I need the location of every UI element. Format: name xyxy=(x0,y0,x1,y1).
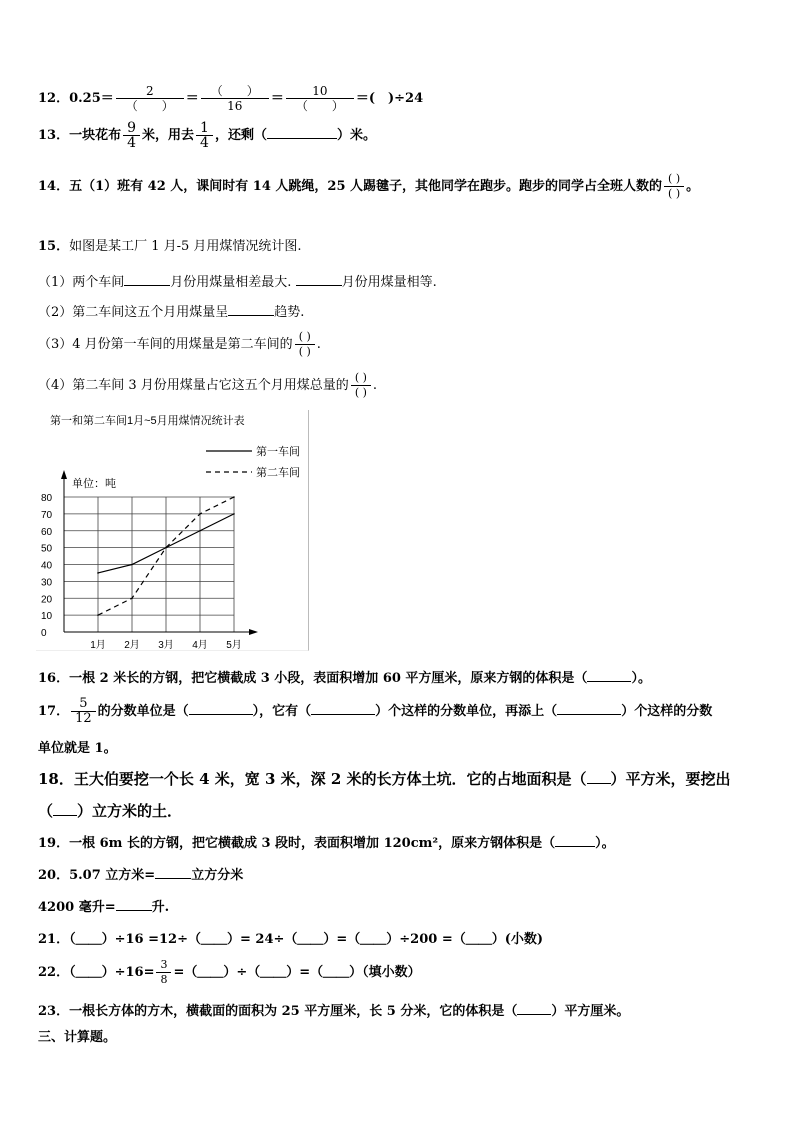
fraction: $\frac{( )}{( )}$ xyxy=(351,371,371,400)
question-number: 16． xyxy=(38,671,70,686)
fraction: $\frac{3}{8}$ xyxy=(156,958,171,987)
question-15-part1: （1）两个车间 月份用煤量相差最大. 月份用煤量相等. xyxy=(38,275,437,290)
question-number: 19． xyxy=(38,836,70,851)
x-tick-label: 5月 xyxy=(226,640,242,650)
question-22: 22．（＿＿）÷16= $\frac{3}{8}$ =（＿＿）÷（＿＿）=（＿＿）（填小数） xyxy=(38,958,421,986)
question-number: 18． xyxy=(38,770,74,788)
question-16: 16．一根 2 米长的方钢，把它横截成 3 小段，表面积增加 60 平方厘米，原来方钢的体积是（ ）。 xyxy=(38,671,651,686)
fraction: $\frac{1}{4}$ xyxy=(196,121,213,150)
question-number: 15． xyxy=(38,239,70,254)
fraction: $\frac{10}{( )}$ xyxy=(286,84,354,113)
question-number: 21． xyxy=(38,932,70,947)
question-number: 22． xyxy=(38,965,70,980)
question-18: 18．王大伯要挖一个长 4 米，宽 3 米，深 2 米的长方体土坑．它的占地面积是（ ）平方米，要挖出 xyxy=(38,770,731,788)
chart-title: 第一和第二车间1月~5月用煤情况统计表 xyxy=(50,415,245,427)
x-tick-label: 1月 xyxy=(90,640,106,650)
question-14: 14．五（1）班有 42 人，课间时有 14 人跳绳，25 人踢毽子，其他同学在跑步。跑步的同学占全班人数的 $\frac{( )}{( )}$ 。 xyxy=(38,172,700,200)
coal-usage-chart xyxy=(36,410,309,651)
line-chart xyxy=(36,410,308,650)
data-point xyxy=(233,513,235,515)
fraction: $\frac{( )}{16}$ xyxy=(201,84,269,113)
question-20-cont: 4200 毫升= 升. xyxy=(38,900,170,915)
y-tick-label: 80 xyxy=(41,493,53,504)
answer-blank[interactable] xyxy=(555,846,595,847)
y-tick-label: 40 xyxy=(41,560,53,572)
fraction: $\frac{( )}{( )}$ xyxy=(295,330,315,359)
y-tick-label: 0 xyxy=(41,628,47,639)
question-number: 13． xyxy=(38,128,70,143)
question-number: 23． xyxy=(38,1004,70,1019)
question-number: 14． xyxy=(38,179,70,194)
fraction: $\frac{( )}{( )}$ xyxy=(664,172,684,201)
question-23: 23．一根长方体的方木，横截面的面积为 25 平方厘米，长 5 分米，它的体积是（ ）平方厘米。 xyxy=(38,1004,630,1019)
question-17: 17． $\frac{5}{12}$ 的分数单位是（ ），它有（ ）个这样的分数单位，再添上（ ）个这样的分数 xyxy=(38,696,713,726)
answer-blank[interactable] xyxy=(228,315,274,316)
x-tick-label: 4月 xyxy=(192,640,208,650)
answer-blank[interactable] xyxy=(557,714,621,715)
answer-blank[interactable] xyxy=(311,714,375,715)
data-point xyxy=(165,547,167,549)
x-tick-label: 3月 xyxy=(158,640,174,650)
section-heading: 三、计算题。 xyxy=(38,1030,117,1045)
data-point xyxy=(199,530,201,532)
answer-blank[interactable] xyxy=(587,783,611,784)
answer-blank[interactable] xyxy=(155,878,191,879)
y-tick-label: 60 xyxy=(41,526,53,538)
answer-blank[interactable] xyxy=(189,714,253,715)
question-13: 13．一块花布 $\frac{9}{4}$ 米，用去 $\frac{1}{4}$ ，还剩（ ）米。 xyxy=(38,120,376,151)
y-tick-label: 50 xyxy=(41,543,53,555)
y-axis-arrow xyxy=(61,470,67,479)
answer-blank[interactable] xyxy=(587,681,631,682)
question-number: 20． xyxy=(38,868,70,883)
data-point xyxy=(199,513,201,515)
x-axis-arrow xyxy=(249,629,258,635)
fraction: $\frac{5}{12}$ xyxy=(71,697,96,726)
legend-label: 第二车间 xyxy=(256,467,300,479)
data-point xyxy=(97,572,99,574)
unit-label: 单位：吨 xyxy=(72,478,116,490)
question-15-intro: 15．如图是某工厂 1 月-5 月用煤情况统计图. xyxy=(38,239,302,254)
answer-blank[interactable] xyxy=(517,1014,551,1015)
data-point xyxy=(97,614,99,616)
answer-blank[interactable] xyxy=(124,285,170,286)
y-tick-label: 20 xyxy=(41,594,53,606)
question-19: 19．一根 6m 长的方钢，把它横截成 3 段时，表面积增加 120cm²，原来方钢体积是（ ）。 xyxy=(38,836,615,851)
x-tick-label: 2月 xyxy=(124,640,140,650)
answer-blank[interactable] xyxy=(296,285,342,286)
y-tick-label: 10 xyxy=(41,611,53,623)
question-21: 21．（＿＿）÷16 =12÷（＿＿）= 24÷（＿＿）=（＿＿）÷200 =（＿＿）(小数) xyxy=(38,932,544,947)
data-point xyxy=(131,564,133,566)
question-20: 20．5.07 立方米= 立方分米 xyxy=(38,868,244,883)
y-tick-label: 30 xyxy=(41,577,53,589)
fraction: $\frac{2}{( )}$ xyxy=(116,84,184,113)
question-number: 17． xyxy=(38,704,70,719)
question-15-part4: （4）第二车间 3 月份用煤量占它这五个月用煤总量的 $\frac{( )}{( )}$ . xyxy=(38,371,378,399)
answer-blank[interactable] xyxy=(116,910,152,911)
data-point xyxy=(233,496,235,498)
fraction: $\frac{9}{4}$ xyxy=(123,121,140,150)
question-18-cont: （ ）立方米的土． xyxy=(38,802,183,820)
question-number: 12． xyxy=(38,91,70,106)
data-point xyxy=(131,597,133,599)
legend-label: 第一车间 xyxy=(256,446,300,458)
y-tick-label: 70 xyxy=(41,509,53,521)
question-15-part3: （3）4 月份第一车间的用煤量是第二车间的 $\frac{( )}{( )}$ . xyxy=(38,330,321,358)
question-17-cont: 单位就是 1。 xyxy=(38,741,117,756)
question-12: 12．0.25＝ $\frac{2}{( )}$ ＝ $\frac{( )}{16}$ ＝ $\frac{10}{( )}$ ＝( )÷24 xyxy=(38,84,424,113)
answer-blank[interactable] xyxy=(267,138,337,139)
question-15-part2: （2）第二车间这五个月用煤量呈 趋势. xyxy=(38,305,305,320)
answer-blank[interactable] xyxy=(53,815,77,816)
